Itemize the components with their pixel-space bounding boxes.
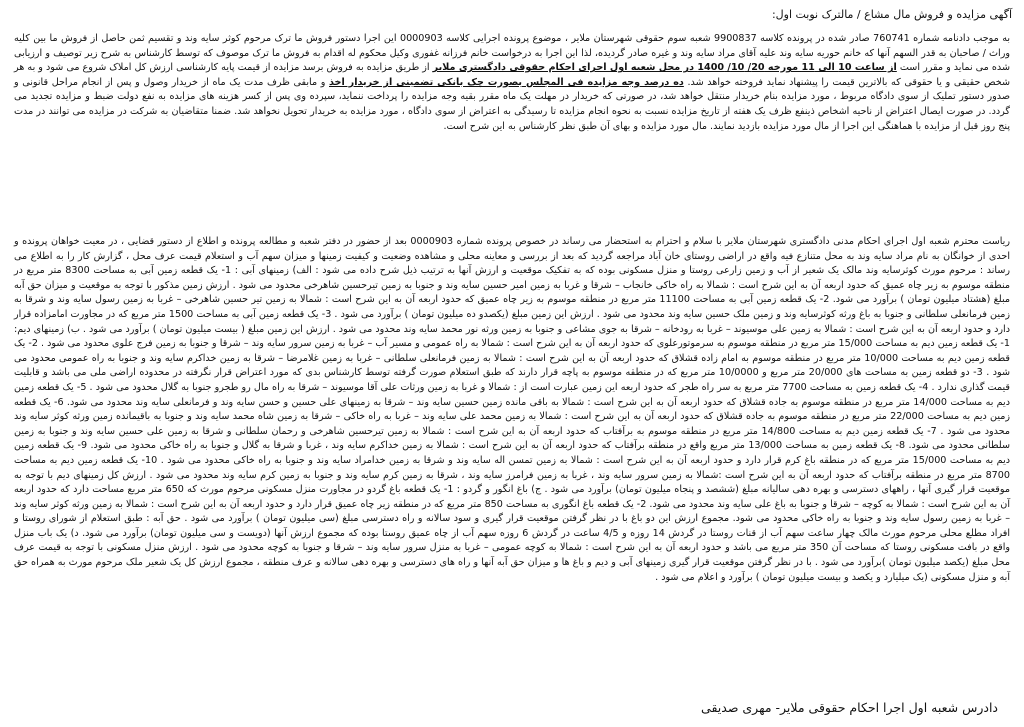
auction-terms-text-1: به موجب دادنامه شماره 760741 صادر شده در پرونده کلاسه 9900837 شعبه سوم حقوقی شهرستان ملایر ، موضوع پرونده اجرایی کلاسه 0000903 این اجرا دستور فروش ما ترک مرحوم کوثر سایه وند و تقسیم ثمن حاصل از فروش ما بین کلیه وراث / صاحبان به قدر السهم آنها که خانم حوریه سایه وند علیه آقای مراد سایه وند و غیره صادر گردیده، لذا این اجرا به درخواست خانم فرزانه غفوری وکیل محکوم له اقدام به فروش ما ترک موصوف که توسط کارشناس به شرح زیر توصیف و ارزیابی شده می نماید و مقرر است (14, 33, 1011, 74)
notice-title: آگهی مزایده و فروش مال مشاع / مالترک نوبت اول: (771, 8, 1012, 21)
deposit-requirement: ده درصد وجه مزایده فی المجلس بصورت چک بانکی تضمینی از خریدار اخذ (329, 76, 684, 88)
auction-terms-text-3: و مابقی ظرف مدت یک ماه از خریدار وصول و پس از انجام مراحل قانونی و صدور دستور تملیک از سوی دادگاه مربوط ، مورد مزایده بنام خریدار منتقل خواهد شد، در صورتی که خریدار در مهلت یک ماه مقرر بقیه وجه مزایده را پرداخت ننماید، سپرده وی پس از کسر هزینه های مزایده به نفع دولت ضبط و مزایده تجدید می گردد. در صورت ایصال اعتراض از ناحیه اشخاص ذینفع ظرف یک هفته از تاریخ مزایده نسبت به نحوه انجام مزایده تا رسیدگی به اعتراض از سوی دادگاه ، مورد مزایده به خریدار تحویل نخواهد شد. ضمنا متقاضیان به شرکت در مزایده می توانند در مدت پنج روز قبل از مزایده با هماهنگی این اجرا از مال مورد مزایده بازدید نمایند. مال مورد مزایده و بهای آن طبق نظر کارشناس به این شرح است. (14, 76, 1010, 132)
signature-line: دادرس شعبه اول اجرا احکام حقوقی ملایر- مهری صدیقی (701, 700, 998, 715)
auction-date-location: از ساعت 10 الی 11 مورخه 20/ 10/ 1400 در محل شعبه اول اجرای احکام حقوقی دادگستری ملایر (432, 62, 897, 74)
auction-terms-text-2: از طریق مزایده به فروش برسد مزایده از قیمت پایه کارشناسی ارزش کل املاک شروع می شود و به هر شخص حقیقی و یا حقوقی که بالاترین قیمت را پیشنهاد نماید فروخته خواهد شد. (14, 62, 1010, 88)
auction-terms-paragraph (14, 32, 1010, 134)
expert-report-paragraph: ریاست محترم شعبه اول اجرای احکام مدنی دادگستری شهرستان ملایر با سلام و احترام به استحضار می رساند در خصوص پرونده شماره 0000903 بعد از حضور در دفتر شعبه و مطالعه پرونده و اطلاع از دستور قضایی ، در معیت خواهان پرونده و احدی از خوانگان به نام مراد سایه وند به محل متنازع فیه واقع در اراضی روستای خان آباد مراجعه گردید که بعد از بررسی و معاینه محلی و مشاهده وضعیت و کیفیت زمینها و میزان سهم آب و استعلام قیمت عرف محل ، گزارش کار را به اطلاع می رساند : مرحوم مورث کوثرسایه وند مالک یک شعیر از آب و زمین زارعی روستا و منزل مسکونی بوده که به تفکیک موقعیت و ارزش آنها به ترتیب ذیل شرح داده می شود : الف) زمینهای آبی : 1- یک قطعه زمین آبی به مساحت 8300 متر مربع در منطقه موسوم به زیر چاه عمیق که حدود اربعه آن به این شرح است : شمالا به راه خاکی خانجاب – شرقا و غربا به زمین امیر حسین سایه وند و جنوبا به زمین تیرحسین شاهرخی محدود می شود . ارزش زمین مذکور با توجه به موقعیت و میزان حق آبه مبلغ (هشتاد میلیون تومان ) برآورد می شود. 2- یک قطعه زمین آبی به مساحت 11100 متر مربع در منطقه موسوم به زیر چاه عمیق که حدود اربعه آن به این شرح است : شمالا به زمین تیر حسین شاهرخی – غربا به زمین رسول سایه وند و شرقا به زمین فرمانعلی سلطانی و جنوبا به باغ ورثه کوثرسایه وند و زمین ملک حسین سایه وند محدود می شود . ارزش این زمین مبلغ (یکصدو ده میلیون تومان ) برآورد می شود . 3- یک قطعه زمین آبی به مساحت 1500 متر مربع که در مجاورت امامزاده قرار دارد و حدود اربعه آن به این شرح است : شمالا به زمین علی موسیوند – غربا به رودخانه – شرقا به جوی مشاعی و جنوبا به زمین ورثه نور محمد سایه وند محدود می شود . ارزش این زمین مبلغ ( بیست میلیون تومان ) برآورد می شود . ب) زمینهای دیم: 1- یک قطعه زمین دیم به مساحت 15/000 متر مربع در منطقه موسوم به سرموتورعلوی که حدود اربعه آن به این شرح است : شمالا به راه عمومی و مسیر آب – غربا به زمین سرور سایه وند – شرقا و جنوبا به زمین فرج علوی محدود می شود . 2- یک قطعه زمین دیم به مساحت 10/000 متر مربع در منطقه موسوم به امام زاده قشلاق که حدود اربعه آن به این شرح است : شمالا به زمین فرمانعلی سلطانی – غربا به زمین غلامرضا – شرقا به زمین خداکرم سایه وند و جنوبا به راه عمومی محدود می شود . 3- دو قطعه زمین به مساحت های 20/000 متر مربع و 10/0000 متر مربع که در منطقه موسوم به پاچه قرار دارند که طبق استعلام صورت گرفته توسط کارشناس بدی که مورد اعتراض قرار نگرفته در محدوده اراضی ملی می باشد و قابلیت قیمت گذاری ندارد . 4- یک قطعه زمین به مساحت 7700 متر مربع به سر راه طجر که حدود اربعه این زمین عبارت است از : شمالا و غربا به زمین ورثات علی آقا موسیوند – شرقا به راه مال رو طجرو جنوبا به گلال محدود می شود . 5- یک قطعه زمین دیم به مساحت 14/000 متر مربع در منطقه موسوم به جاده قشلاق که حدود اربعه آن به این شرح است : شمالا به باقی مانده زمین حسین سایه وند – شرقا به زمینهای علی حسین و حسن سایه وند و فرمانعلی سایه وند محدود می شود. 6- یک قطعه زمین دیم به مساحت 22/000 متر مربع در منطقه موسوم به جاده قشلاق که حدود اربعه آن به این شرح است : شمالا به زمین محمد علی سایه وند – غربا به راه خاکی – شرقا به زمین شاه محمد سایه وند و جنوبا به باقیمانده زمین ورثه کوثر سایه وند محدود می شود . 7- یک قطعه زمین دیم به مساحت 14/800 متر مربع در منطقه موسوم به برآفتاب که حدود اربعه آن به این شرح است : شمالا به زمین تیرحسین شاهرخی و رحمان سلطانی و شرقا به زمین علی حسین سایه وند و جنوبا به زمین سلطانی محدود می شود. 8- یک قطعه زمین به مساحت 13/000 متر مربع واقع در منطقه برآفتاب که حدود اربعه آن به این شرح است : شمالا به زمین خداکرم سایه وند ، غربا و شرقا به گلال و جنوبا به راه خاکی محدود می شود. 9- یک قطعه زمین دیم به مساحت 15/000 متر مربع که در منطقه باغ کرم قرار دارد و حدود اربعه آن به این شرح است : شمالا به زمین تمسن اله سایه وند و شرقا به زمین خدامراد سایه وند و جنوبا به راه خاکی محدود می شود . 10- یک قطعه زمین دیم به مساحت 8700 متر مربع در منطقه برآفتاب که حدود اربعه آن به این شرح است :شمالا به زمین سرور سایه وند ، غربا به زمین فرامرز سایه وند ، شرقا به زمین کرم سایه وند و جنوبا به زمین کرم سایه وند محدود می شود . ارزش کل زمینهای دیم با توجه به موقعیت قرار گیری آنها ، راههای دسترسی و بهره دهی سالیانه مبلغ (ششصد و پنجاه میلیون تومان) برآورد می شود . ج) باغ انگور و گردو : 1- یک قطعه باغ گردو در مجاورت منزل مسکونی مرحوم مورث که 650 متر مربع مساحت دارد که حدود اربعه آن به این شرح است : شمالا به کوچه – شرقا و جنوبا به باغ علی سایه وند محدود می شود. 2- یک قطعه باغ انگوری به مساحت 850 متر مربع که در منطقه زیر چاه عمیق قرار دارد و حدود اربعه آن به این شرح است : شمالا به زمین ورثه کوثر سایه وند – غربا به زمین رسول سایه وند و جنوبا به راه خاکی محدود می شود. مجموع ارزش این دو باغ با در نظر گرفتن موقعیت قرار گیری و سود سالانه و راه دسترسی مبلغ (سی میلیون تومان ) برآورد می شود . حق آبه : طبق استعلام از شورای روستا و افراد مطلع محلی مرحوم مورث مالک چهار ساعت سهم آب از قنات روستا در گردش 14 روزه و 4/5 ساعت در گردش 6 روزه سهم آب از چاه عمیق روستا بوده که مجموع ارزش آنها (دویست و سی میلیون تومان) برآورد می شود. د) یک باب منزل واقع در بافت مسکونی روستا که مساحت آن 350 متر مربع می باشد و حدود اربعه آن به این شرح است : شمالا به کوچه عمومی – غربا به منزل سرور سایه وند – شرقا و جنوبا به کوچه محدود می شود . ارزش منزل مسکونی با توجه به قیمت عرف محل مبلغ (یکصد میلیون تومان )برآورد می شود . با در نظر گرفتن موقعیت قرار گیری زمینهای آبی و دیم و باغ ها و میزان حق آبه آنها و راه های دسترسی و بهره دهی سالانه و عرف منطقه ، مجموع ارزش کل یک شعیر ملک مرحوم مورث به همراه حق آبه و منزل مسکونی (یک میلیارد و یکصد و بیست میلیون تومان ) برآورد و اعلام می شود . (14, 236, 1011, 583)
